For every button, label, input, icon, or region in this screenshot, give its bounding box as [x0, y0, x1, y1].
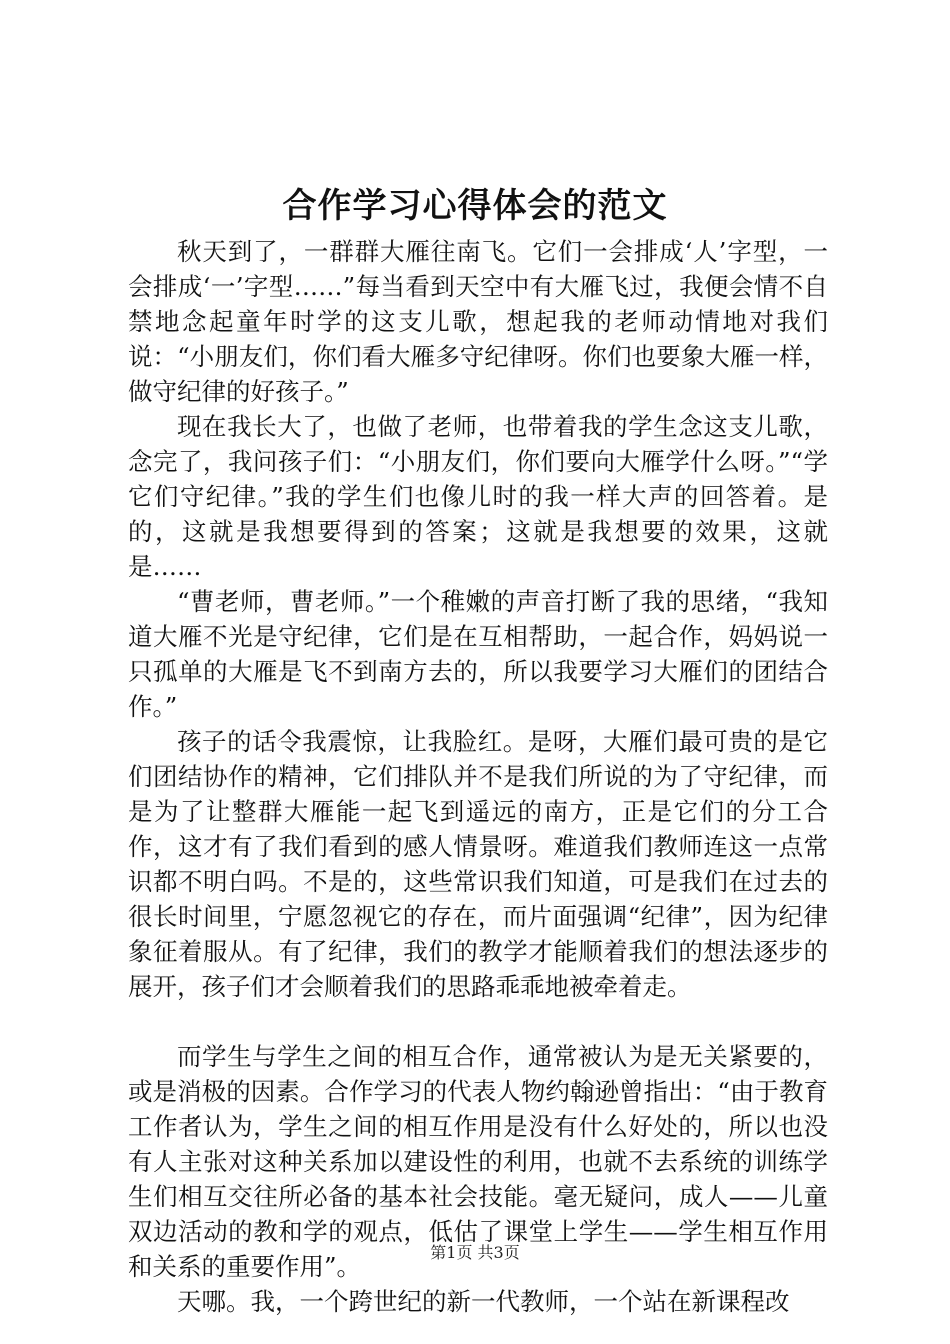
document-body — [128, 234, 828, 1319]
paragraph-3: “曹老师，曹老师。”一个稚嫩的声音打断了我的思绪，“我知道大雁不光是守纪律，它们是在互相帮助，一起合作，妈妈说一只孤单的大雁是飞不到南方去的，所以我要学习大雁们的团结合作。” — [128, 587, 828, 721]
paragraph-2: 现在我长大了，也做了老师，也带着我的学生念这支儿歌，念完了，我问孩子们：“小朋友们，你们要向大雁学什么呀。”“学它们守纪律。”我的学生们也像儿时的我一样大声的回答着。是的，这就是我想要得到的答案；这就是我想要的效果，这就是…… — [128, 412, 828, 581]
paragraph-5: 而学生与学生之间的相互合作，通常被认为是无关紧要的，或是消极的因素。合作学习的代表人物约翰逊曾指出：“由于教育工作者认为，学生之间的相互作用是没有什么好处的，所以也没有人主张对这种关系加以建设性的利用，也就不去系统的训练学生们相互交往所必备的基本社会技能。毫无疑问，成人——儿童双边活动的教和学的观点，低估了课堂上学生——学生相互作用和关系的重要作用”。 — [128, 1042, 828, 1281]
document-title: 合作学习心得体会的范文 — [282, 186, 668, 226]
paragraph-6: 天哪。我，一个跨世纪的新一代教师，一个站在新课程改 — [177, 1287, 790, 1316]
page-footer: 第1页 共3页 — [430, 1243, 520, 1262]
paragraph-4: 孩子的话令我震惊，让我脸红。是呀，大雁们最可贵的是它们团结协作的精神，它们排队并不是我们所说的为了守纪律，而是为了让整群大雁能一起飞到遥远的南方，正是它们的分工合作，这才有了我们看到的感人情景呀。难道我们教师连这一点常识都不明白吗。不是的，这些常识我们知道，可是我们在过去的很长时间里，宁愿忽视它的存在，而片面强调“纪律”，因为纪律象征着服从。有了纪律，我们的教学才能顺着我们的想法逐步的展开，孩子们才会顺着我们的思路乖乖地被牵着走。 — [128, 727, 828, 1001]
paragraph-gap — [128, 1004, 828, 1039]
paragraph-1: 秋天到了，一群群大雁往南飞。它们一会排成‘人’字型，一会排成‘一’字型……”每当看到天空中有大雁飞过，我便会情不自禁地念起童年时学的这支儿歌，想起我的老师动情地对我们说：“小朋友们，你们看大雁多守纪律呀。你们也要象大雁一样，做守纪律的好孩子。” — [128, 237, 828, 406]
